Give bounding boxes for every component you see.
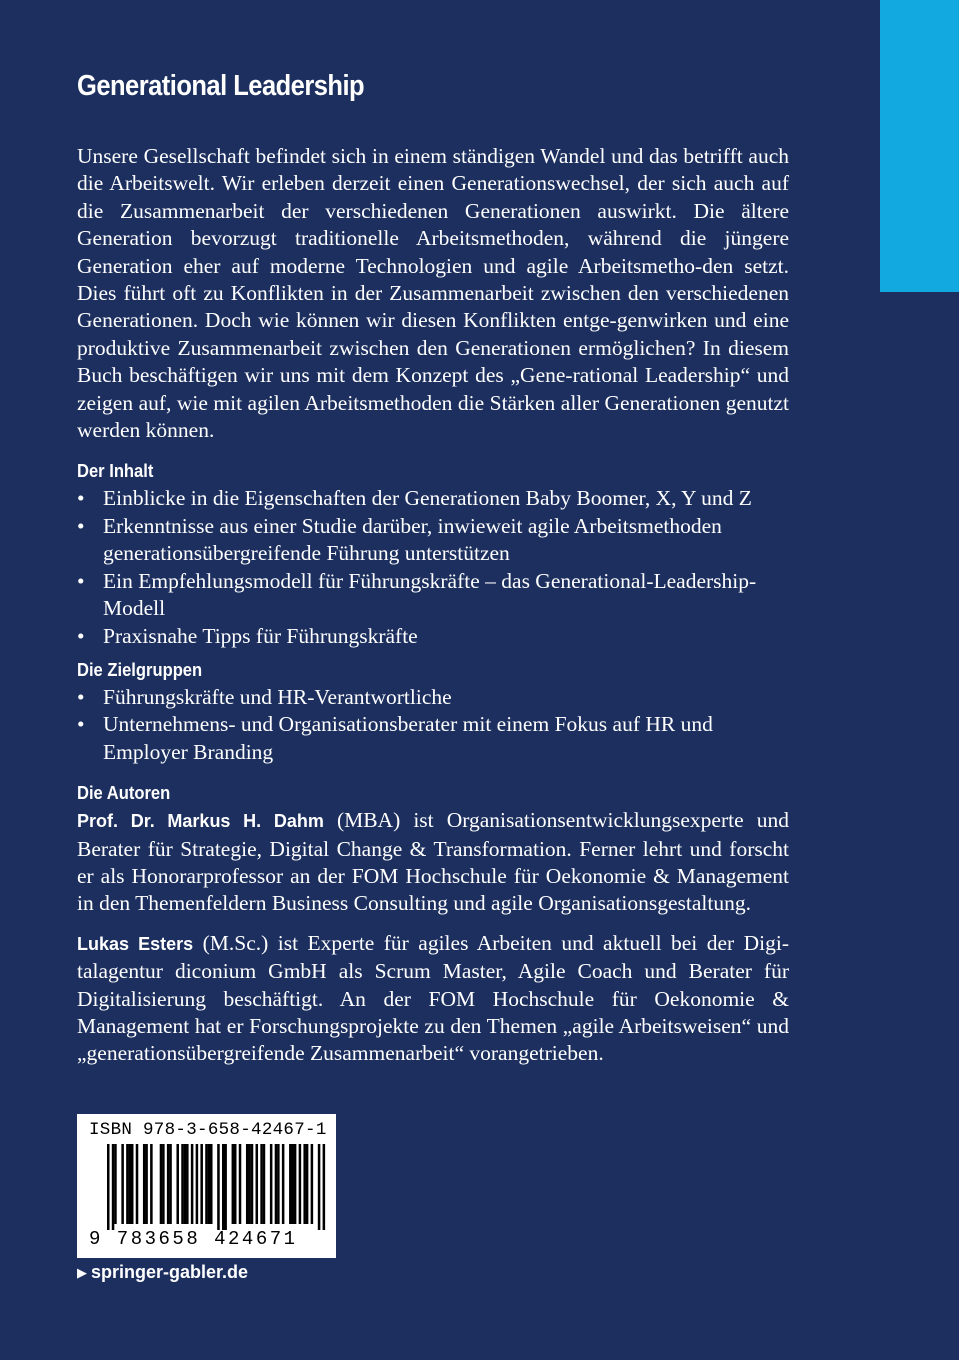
list-item: • Einblicke in die Eigenschaften der Generationen Baby Boomer, X, Y und Z bbox=[77, 485, 789, 512]
barcode-digits: 9 783658 424671 bbox=[89, 1228, 298, 1250]
barcode-bar bbox=[234, 1144, 237, 1224]
zielgruppen-list bbox=[77, 684, 789, 766]
barcode-bar bbox=[224, 1144, 227, 1230]
book-title: Generational Leadership bbox=[77, 70, 365, 102]
barcode-bar bbox=[205, 1144, 208, 1224]
barcode-bar bbox=[145, 1144, 148, 1224]
barcode-bar bbox=[256, 1144, 259, 1224]
author-bio-esters bbox=[77, 930, 789, 1068]
barcode-bar bbox=[222, 1144, 225, 1230]
isbn-barcode bbox=[77, 1114, 336, 1258]
intro-line: verschiedenen Generationen. Doch wie können wir diesen Konflikten entge- bbox=[77, 281, 790, 333]
barcode-bar bbox=[184, 1144, 187, 1224]
barcode-bar bbox=[121, 1144, 124, 1224]
barcode-bar bbox=[186, 1144, 189, 1224]
barcode-bar bbox=[217, 1144, 220, 1230]
barcode-bar bbox=[114, 1144, 117, 1224]
intro-line: auch die Arbeitswelt. Wir erleben derzeit einen Generationswechsel, der sich bbox=[77, 144, 789, 196]
barcode-bar bbox=[318, 1144, 321, 1230]
barcode-bar bbox=[181, 1144, 184, 1224]
barcode-bar bbox=[191, 1144, 194, 1224]
author-bio-text: (MBA) ist Organisationsentwicklungsexperte und Berater für Strategie, Digital Change & Transformation. Ferner lehrt und forscht er als Honorarprofessor an der FOM Hochschule für Oekonomie & Management in den Themenfeldern Business Consulting und agile Organisationsgestaltung. bbox=[77, 808, 789, 916]
barcode-bar bbox=[294, 1144, 297, 1224]
barcode-bar bbox=[150, 1144, 153, 1224]
intro-line: den setzt. Dies führt oft zu Konflikten in der Zusammenarbeit zwischen den bbox=[77, 253, 789, 306]
barcode-bar bbox=[200, 1144, 203, 1224]
barcode-bar bbox=[277, 1144, 280, 1224]
barcode-bar bbox=[210, 1144, 213, 1224]
barcode-bar bbox=[136, 1144, 139, 1224]
intro-line: jüngere Generation eher auf moderne Technologien und agile Arbeitsmetho- bbox=[77, 226, 790, 278]
accent-bar bbox=[880, 0, 959, 292]
barcode-bar bbox=[239, 1144, 242, 1224]
barcode-bar bbox=[246, 1144, 249, 1224]
barcode-bar bbox=[289, 1144, 292, 1224]
intro-line: ältere Generation bevorzugt traditionelle Arbeitsmethoden, während die bbox=[77, 198, 790, 251]
intro-paragraph bbox=[77, 143, 789, 444]
inhalt-list bbox=[77, 485, 789, 649]
intro-line: rational Leadership“ und zeigen auf, wie mit agilen Arbeitsmethoden die Stärken bbox=[77, 363, 789, 415]
barcode-bar bbox=[112, 1144, 115, 1230]
play-arrow-icon: ▶ bbox=[77, 1265, 87, 1280]
website-link[interactable] bbox=[77, 1262, 248, 1283]
barcode-bar bbox=[275, 1144, 278, 1224]
barcode-bar bbox=[248, 1144, 251, 1224]
barcode-bar bbox=[282, 1144, 285, 1224]
inhalt-heading: Der Inhalt bbox=[77, 461, 154, 482]
author-name: Lukas Esters bbox=[77, 933, 194, 954]
barcode-bar bbox=[129, 1144, 132, 1224]
intro-line: aller Generationen genutzt werden können. bbox=[77, 390, 789, 443]
barcode-bar bbox=[251, 1144, 254, 1224]
author-bio-dahm bbox=[77, 807, 789, 918]
barcode-bar bbox=[323, 1144, 326, 1230]
intro-line: ermöglichen? In diesem Buch beschäftigen wir uns mit dem Konzept des „Gene- bbox=[77, 335, 790, 388]
barcode-bar bbox=[162, 1144, 165, 1224]
barcode-bar bbox=[260, 1144, 263, 1224]
barcode-bar bbox=[291, 1144, 294, 1224]
autoren-heading: Die Autoren bbox=[77, 783, 171, 804]
barcode-bar bbox=[270, 1144, 273, 1224]
barcode-icon bbox=[77, 1144, 336, 1230]
barcode-bar bbox=[169, 1144, 172, 1224]
intro-line: Unsere Gesellschaft befindet sich in einem ständigen Wandel und das betrifft bbox=[77, 144, 743, 168]
barcode-bar bbox=[196, 1144, 199, 1224]
barcode-bar bbox=[306, 1144, 309, 1224]
list-item: • Führungskräfte und HR-Verantwortliche bbox=[77, 684, 789, 711]
isbn-label: ISBN 978-3-658-42467-1 bbox=[89, 1120, 327, 1140]
barcode-bar bbox=[299, 1144, 302, 1224]
author-bio-text: (M.Sc.) ist Experte für agiles Arbeiten und aktuell bei der Digitalagentur diconium GmbH als Scrum Master, Agile Coach und Berater für Digitalisierung beschäftigt. An der FOM Hochschule für Oekonomie & Management hat er Forschungsprojekte zu den Themen „agile Arbeitsweisen“ und „generationsübergreifende Zusammenarbeit“ vorangetrieben. bbox=[77, 930, 790, 1066]
barcode-bar bbox=[131, 1144, 134, 1224]
barcode-bar bbox=[303, 1144, 306, 1224]
list-item: • Unternehmens- und Organisationsberater mit einem Fokus auf HR und Employer Branding bbox=[77, 711, 789, 766]
barcode-bar bbox=[167, 1144, 170, 1224]
intro-line: genwirken und eine produktive Zusammenarbeit zwischen den Generationen bbox=[77, 308, 789, 360]
website-text: springer-gabler.de bbox=[91, 1262, 249, 1282]
barcode-bar bbox=[311, 1144, 314, 1224]
barcode-bar bbox=[143, 1144, 146, 1224]
list-item: • Erkenntnisse aus einer Studie darüber, inwieweit agile Arbeitsmethoden generationsübergreifende Führung unterstützen bbox=[77, 513, 789, 568]
list-item: • Ein Empfehlungsmodell für Führungskräfte – das Generational-Leadership-Modell bbox=[77, 568, 789, 623]
back-cover-content bbox=[77, 70, 789, 1068]
zielgruppen-heading: Die Zielgruppen bbox=[77, 659, 203, 680]
barcode-bar bbox=[232, 1144, 235, 1224]
list-item: • Praxisnahe Tipps für Führungskräfte bbox=[77, 623, 789, 650]
barcode-bar bbox=[208, 1144, 211, 1224]
barcode-bar bbox=[107, 1144, 110, 1230]
barcode-bar bbox=[160, 1144, 163, 1224]
author-name: Prof. Dr. Markus H. Dahm bbox=[77, 811, 324, 832]
intro-line: auch auf die Zusammenarbeit der verschiedenen Generationen auswirkt. Die bbox=[77, 171, 789, 223]
barcode-bar bbox=[176, 1144, 179, 1224]
barcode-bar bbox=[263, 1144, 266, 1224]
barcode-bar bbox=[126, 1144, 129, 1224]
